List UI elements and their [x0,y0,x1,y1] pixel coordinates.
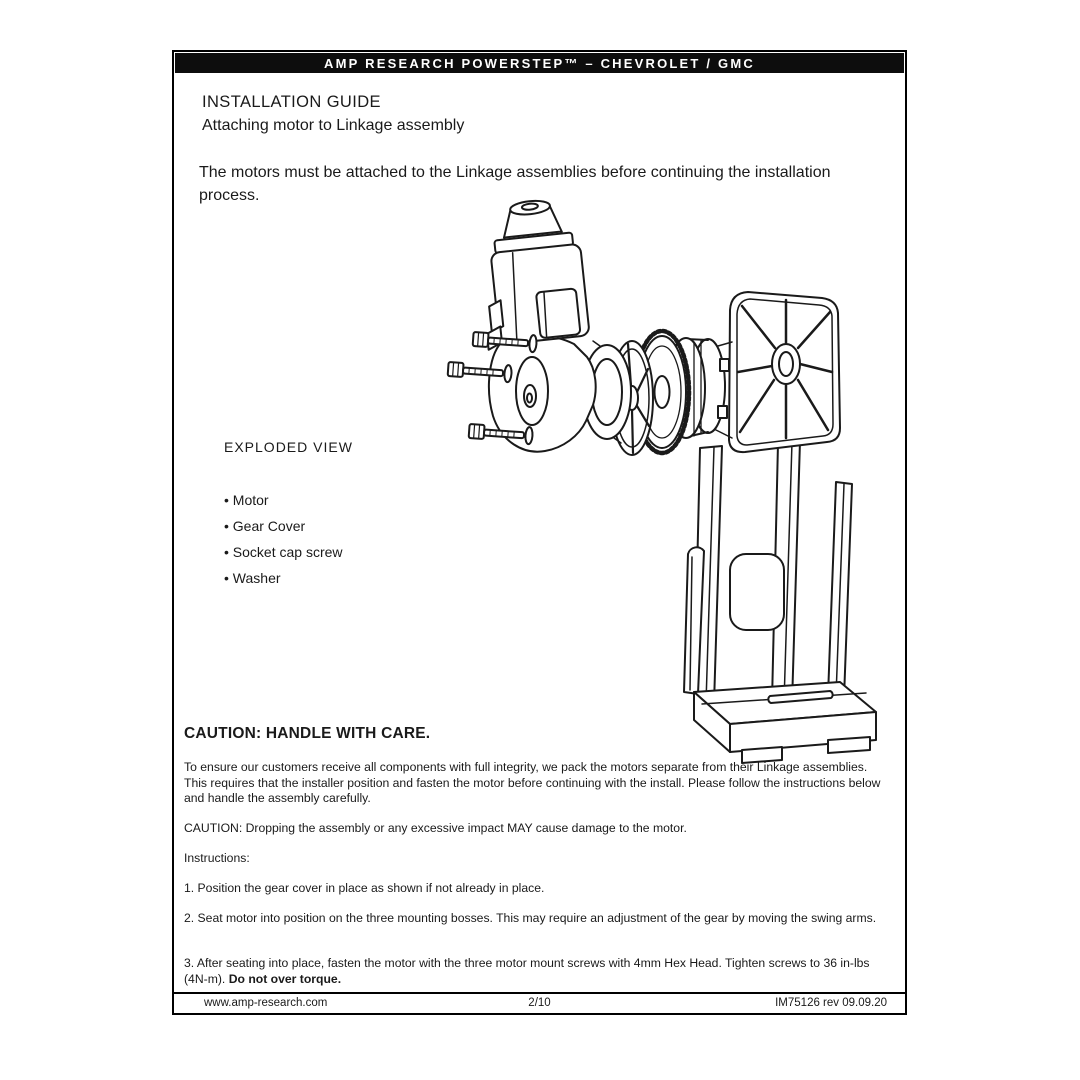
parts-list [224,493,343,597]
step-3-bold-warning: Do not over torque. [228,971,342,986]
page-title: INSTALLATION GUIDE [202,93,381,111]
footer-website: www.amp-research.com [204,997,328,1009]
caution-note: CAUTION: Dropping the assembly or any excessive impact MAY cause damage to the motor. [184,821,687,835]
exploded-view-label: EXPLODED VIEW [224,439,353,455]
motor-drawing [474,196,590,349]
page-subtitle: Attaching motor to Linkage assembly [202,117,465,134]
part-item-washer: • Washer [224,571,343,585]
instruction-step-1: 1. Position the gear cover in place as shown if not already in place. [184,881,545,895]
part-item-socket-cap-screw: • Socket cap screw [224,545,343,559]
intro-paragraph: The motors must be attached to the Linkage assemblies before continuing the installation process. [199,164,831,204]
document-page [172,50,907,1015]
header-bar: AMP RESEARCH POWERSTEP™ – CHEVROLET / GMC [175,53,904,73]
caution-heading: CAUTION: HANDLE WITH CARE. [184,725,431,742]
part-item-gear-cover: • Gear Cover [224,519,343,533]
footer-doc-ref: IM75126 rev 09.09.20 [775,997,887,1009]
instruction-step-2: 2. Seat motor into position on the three mounting bosses. This may require an adjustment of the gear by moving the swing arms. [184,911,877,925]
instruction-step-3 [184,956,874,987]
step-3-text: 3. After seating into place, fasten the motor with the three motor mount screws with 4mm Hex Head. Tighten screws to 36 in-lbs (4N-m). [184,956,870,986]
caution-paragraph: To ensure our customers receive all components with full integrity, we pack the motors separate from their Linkage assemblies. This requires that the installer position and fasten the motor before continuing with the install. Please follow the instructions below and handle the assembly carefully. [184,760,881,806]
step-base-drawing [694,682,876,763]
part-item-motor: • Motor [224,493,343,507]
instructions-label: Instructions: [184,851,250,865]
linkage-arms-drawing [694,441,800,704]
footer [174,992,905,1013]
footer-page-number: 2/10 [528,997,551,1009]
exploded-view-diagram-icon [442,192,912,767]
